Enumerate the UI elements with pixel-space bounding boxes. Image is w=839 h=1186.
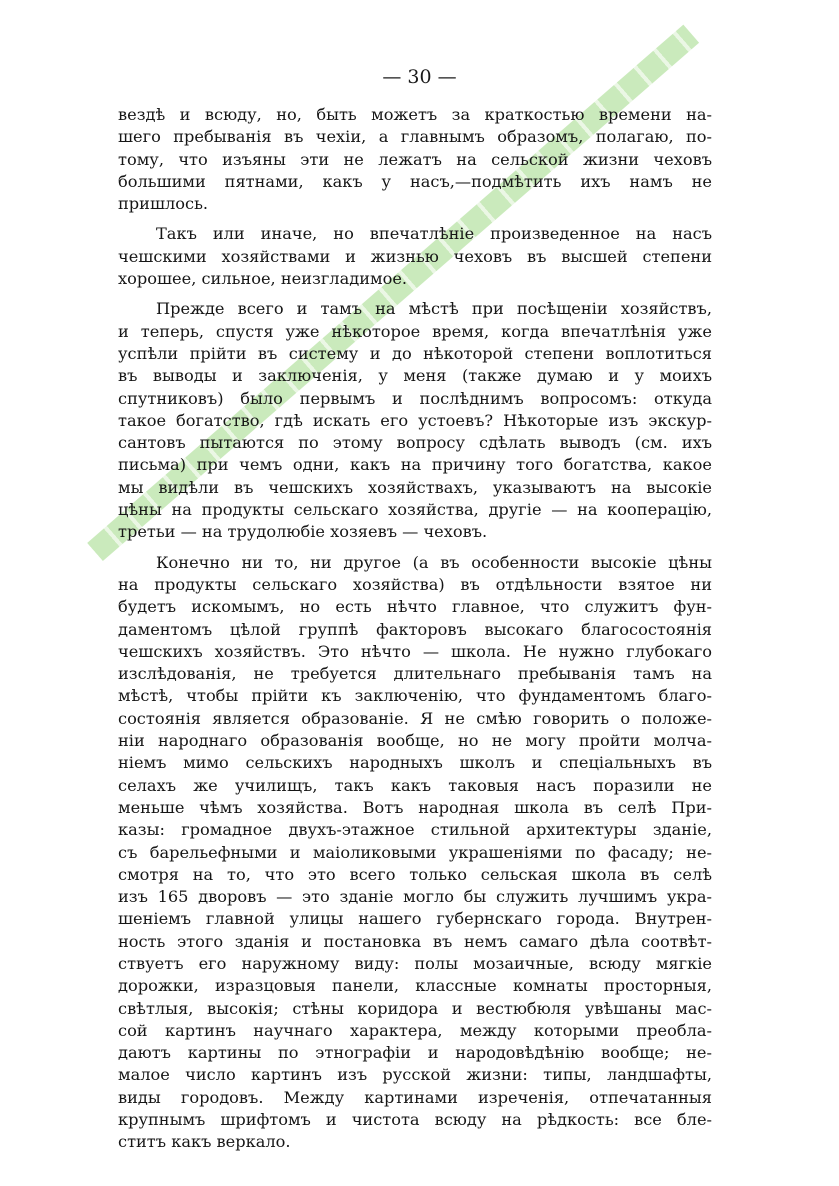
text-line: виды городовъ. Между картинами изреченія, отпечатанныя <box>118 1087 712 1107</box>
text-line: будетъ искомымъ, но есть нѣчто главное, что служитъ фун- <box>118 597 712 617</box>
text-line: смотря на то, что это всего только сельская школа въ селѣ <box>118 864 712 884</box>
text-line: хорошее, сильное, неизгладимое. <box>118 269 408 289</box>
text-line: даментомъ цѣлой группѣ факторовъ высокаго благосостоянія <box>118 619 712 639</box>
text-line: ніи народнаго образованія вообще, но не могу пройти молча- <box>118 731 712 751</box>
text-line: Такъ или иначе, но впечатлѣніе произведенное на насъ <box>156 224 712 244</box>
text-line: свѣтлыя, высокія; стѣны коридора и вестюбюля увѣшаны мас- <box>118 998 712 1018</box>
text-line: сантовъ пытаются по этому вопросу сдѣлать выводъ (см. ихъ <box>118 433 712 453</box>
text-line: и теперь, спустя уже нѣкоторое время, когда впечатлѣнія уже <box>118 321 712 341</box>
text-line: состоянія является образованіе. Я не смѣю говорить о положе- <box>118 708 712 728</box>
text-line: меньше чѣмъ хозяйства. Вотъ народная школа въ селѣ При- <box>118 797 712 817</box>
text-line: дорожки, изразцовыя панели, классные комнаты просторныя, <box>118 976 712 996</box>
text-line: шеніемъ главной улицы нашего губернскаго города. Внутрен- <box>118 909 712 929</box>
paragraph-3 <box>118 298 712 543</box>
body-text <box>118 104 712 1162</box>
text-line: ніемъ мимо сельскихъ народныхъ школъ и спеціальныхъ въ <box>118 753 712 773</box>
text-line: Конечно ни то, ни другое (а въ особенности высокіе цѣны <box>156 552 712 572</box>
text-line: въ выводы и заключенія, у меня (также думаю и у моихъ <box>118 366 712 386</box>
text-line: чешскими хозяйствами и жизнью чеховъ въ высшей степени <box>118 246 712 266</box>
text-line: успѣли прійти въ систему и до нѣкоторой степени воплотиться <box>118 343 712 363</box>
text-line: селахъ же училищъ, такъ какъ таковыя насъ поразили не <box>118 775 712 795</box>
text-line: цѣны на продукты сельскаго хозяйства, другіе — на кооперацію, <box>118 500 712 520</box>
paragraph-1 <box>118 104 712 215</box>
text-line: казы: громадное двухъ-этажное стильной архитектуры зданіе, <box>118 820 712 840</box>
text-line: пришлось. <box>118 194 209 214</box>
text-line: съ барельефными и маіоликовыми украшеніями по фасаду; не- <box>118 842 712 862</box>
text-line: ствуетъ его наружному виду: полы мозаичные, всюду мягкіе <box>118 953 712 973</box>
page-number: — 30 — <box>382 66 457 88</box>
paragraph-2 <box>118 223 712 290</box>
text-line: большими пятнами, какъ у насъ,—подмѣтить ихъ намъ не <box>118 171 712 191</box>
text-line: крупнымъ шрифтомъ и чистота всюду на рѣдкость: все бле- <box>118 1110 712 1130</box>
text-line: мѣстѣ, чтобы прійти къ заключенію, что фундаментомъ благо- <box>118 686 712 706</box>
text-line: малое число картинъ изъ русской жизни: типы, ландшафты, <box>118 1065 712 1085</box>
text-line: спутниковъ) было первымъ и послѣднимъ вопросомъ: откуда <box>118 388 712 408</box>
text-line: на продукты сельскаго хозяйства) въ отдѣльности взятое ни <box>118 574 712 594</box>
text-line: чешскихъ хозяйствъ. Это нѣчто — школа. Не нужно глубокаго <box>118 641 712 661</box>
text-line: такое богатство, гдѣ искать его устоевъ? Нѣкоторые изъ экскур- <box>118 410 712 430</box>
text-line: изъ 165 дворовъ — это зданіе могло бы служить лучшимъ укра- <box>118 887 712 907</box>
text-line: изслѣдованія, не требуется длительнаго пребыванія тамъ на <box>118 664 712 684</box>
text-line: ность этого зданія и постановка въ немъ самаго дѣла соотвѣт- <box>118 931 712 951</box>
text-line: шего пребыванія въ чехіи, а главнымъ образомъ, полагаю, по- <box>118 127 712 147</box>
text-line: вездѣ и всюду, но, быть можетъ за краткостью времени на- <box>118 105 712 124</box>
paragraph-4 <box>118 552 712 1154</box>
text-line: Прежде всего и тамъ на мѣстѣ при посѣщеніи хозяйствъ, <box>156 299 712 319</box>
text-line: третьи — на трудолюбіе хозяевъ — чеховъ. <box>118 522 488 542</box>
text-line: ститъ какъ веркало. <box>118 1132 291 1152</box>
text-line: письма) при чемъ одни, какъ на причину того богатства, какое <box>118 455 712 475</box>
text-line: даютъ картины по этнографіи и народовѣдѣнію вообще; не- <box>118 1043 712 1063</box>
text-line: сой картинъ научнаго характера, между которыми преобла- <box>118 1020 712 1040</box>
text-line: тому, что изъяны эти не лежатъ на сельской жизни чеховъ <box>118 149 712 169</box>
text-line: мы видѣли въ чешскихъ хозяйствахъ, указываютъ на высокіе <box>118 477 712 497</box>
